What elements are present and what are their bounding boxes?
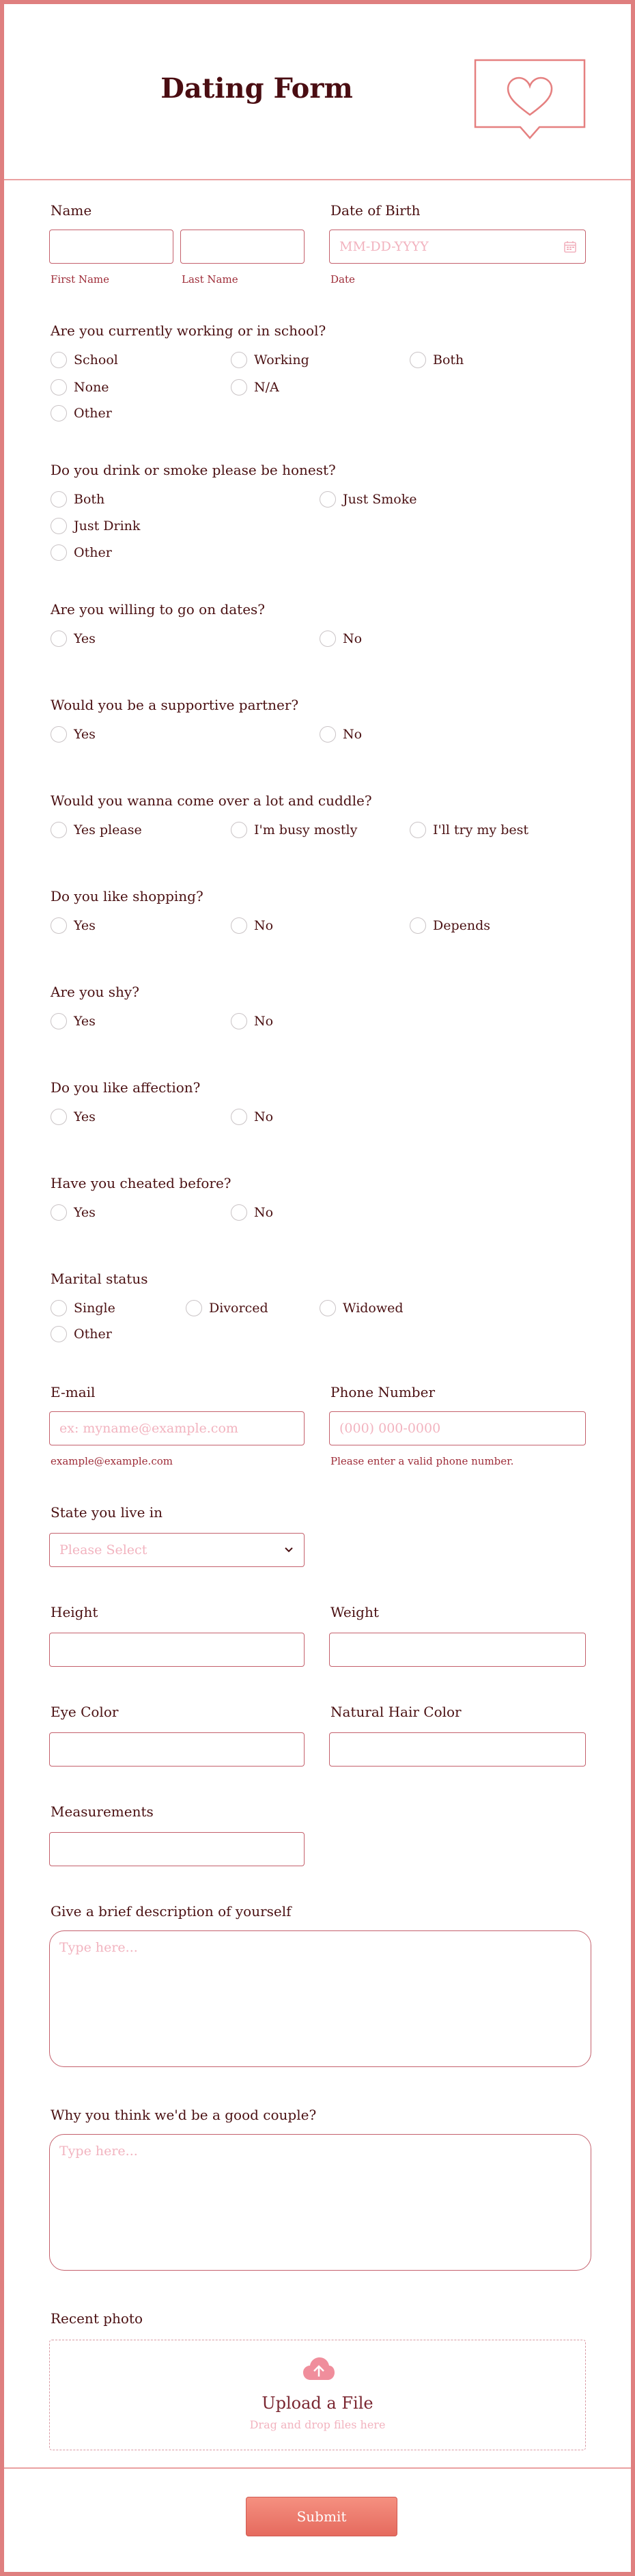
phone-sublabel: Please enter a valid phone number. (330, 1455, 514, 1467)
work-question: Are you currently working or in school? (51, 322, 326, 339)
radio-button[interactable] (51, 631, 67, 647)
radio-button[interactable] (51, 1013, 67, 1029)
radio-button[interactable] (51, 726, 67, 743)
first-name-sublabel: First Name (51, 273, 110, 286)
radio-button[interactable] (410, 352, 426, 368)
radio-button[interactable] (51, 1326, 67, 1342)
radio-button[interactable] (231, 1013, 247, 1029)
cheated-question: Have you cheated before? (51, 1175, 231, 1191)
phone-placeholder: (000) 000-0000 (339, 1421, 441, 1436)
upload-subtitle: Drag and drop files here (249, 2418, 386, 2431)
cloud-upload-icon (302, 2357, 335, 2381)
cuddle-question: Would you wanna come over a lot and cuddle? (51, 792, 372, 809)
radio-button[interactable] (320, 631, 336, 647)
height-label: Height (51, 1604, 98, 1620)
state-label: State you live in (51, 1504, 163, 1521)
weight-input[interactable] (329, 1633, 586, 1667)
radio-button[interactable] (320, 726, 336, 743)
measurements-input[interactable] (49, 1832, 305, 1866)
email-placeholder: ex: myname@example.com (59, 1421, 238, 1436)
hair-color-input[interactable] (329, 1732, 586, 1767)
description-label: Give a brief description of yourself (51, 1903, 292, 1920)
eye-color-label: Eye Color (51, 1704, 119, 1720)
drink-question: Do you drink or smoke please be honest? (51, 462, 336, 478)
radio-button[interactable] (51, 379, 67, 396)
form-title: Dating Form (160, 72, 353, 105)
last-name-input[interactable] (180, 230, 305, 264)
photo-label: Recent photo (51, 2310, 143, 2327)
radio-button[interactable] (51, 518, 67, 534)
last-name-sublabel: Last Name (182, 273, 238, 286)
radio-button[interactable] (320, 1300, 336, 1316)
first-name-input[interactable] (49, 230, 173, 264)
hair-color-label: Natural Hair Color (330, 1704, 462, 1720)
radio-button[interactable] (51, 1109, 67, 1125)
radio-button[interactable] (186, 1300, 202, 1316)
radio-button[interactable] (51, 352, 67, 368)
dob-sublabel: Date (330, 273, 355, 286)
couple-textarea[interactable] (49, 2134, 591, 2271)
dob-label: Date of Birth (330, 202, 421, 219)
shy-question: Are you shy? (51, 984, 139, 1000)
radio-button[interactable] (410, 822, 426, 838)
weight-label: Weight (330, 1604, 379, 1620)
measurements-label: Measurements (51, 1803, 154, 1820)
affection-question: Do you like affection? (51, 1079, 201, 1096)
radio-button[interactable] (51, 544, 67, 561)
phone-label: Phone Number (330, 1384, 435, 1400)
radio-button[interactable] (231, 352, 247, 368)
radio-button[interactable] (410, 917, 426, 934)
radio-button[interactable] (51, 822, 67, 838)
state-placeholder: Please Select (59, 1542, 147, 1557)
supportive-question: Would you be a supportive partner? (51, 697, 299, 713)
calendar-icon[interactable] (563, 240, 577, 253)
radio-button[interactable] (231, 379, 247, 396)
footer-divider (4, 2467, 631, 2469)
couple-placeholder: Type here... (59, 2144, 138, 2159)
radio-button[interactable] (320, 491, 336, 508)
description-textarea[interactable] (49, 1930, 591, 2067)
phone-input[interactable] (329, 1411, 586, 1445)
radio-button[interactable] (231, 822, 247, 838)
dob-placeholder: MM-DD-YYYY (339, 239, 429, 254)
submit-button[interactable]: Submit (246, 2497, 397, 2536)
form-header (4, 4, 631, 180)
radio-button[interactable] (51, 1204, 67, 1221)
email-label: E-mail (51, 1384, 96, 1400)
description-placeholder: Type here... (59, 1940, 138, 1955)
radio-button[interactable] (51, 405, 67, 421)
couple-label: Why you think we'd be a good couple? (51, 2107, 317, 2123)
upload-title: Upload a File (262, 2394, 373, 2413)
name-label: Name (51, 202, 92, 219)
chevron-down-icon (282, 1543, 296, 1557)
radio-button[interactable] (231, 917, 247, 934)
eye-color-input[interactable] (49, 1732, 305, 1767)
radio-button[interactable] (51, 917, 67, 934)
shopping-question: Do you like shopping? (51, 888, 203, 904)
dob-input[interactable] (329, 230, 586, 264)
heart-message-icon (474, 59, 586, 148)
email-sublabel: example@example.com (51, 1455, 173, 1467)
marital-question: Marital status (51, 1271, 148, 1287)
radio-button[interactable] (51, 491, 67, 508)
file-upload-area[interactable] (49, 2340, 586, 2450)
dates-question: Are you willing to go on dates? (51, 601, 266, 618)
state-select[interactable] (49, 1533, 305, 1567)
height-input[interactable] (49, 1633, 305, 1667)
radio-button[interactable] (51, 1300, 67, 1316)
email-input[interactable] (49, 1411, 305, 1445)
radio-button[interactable] (231, 1109, 247, 1125)
radio-button[interactable] (231, 1204, 247, 1221)
